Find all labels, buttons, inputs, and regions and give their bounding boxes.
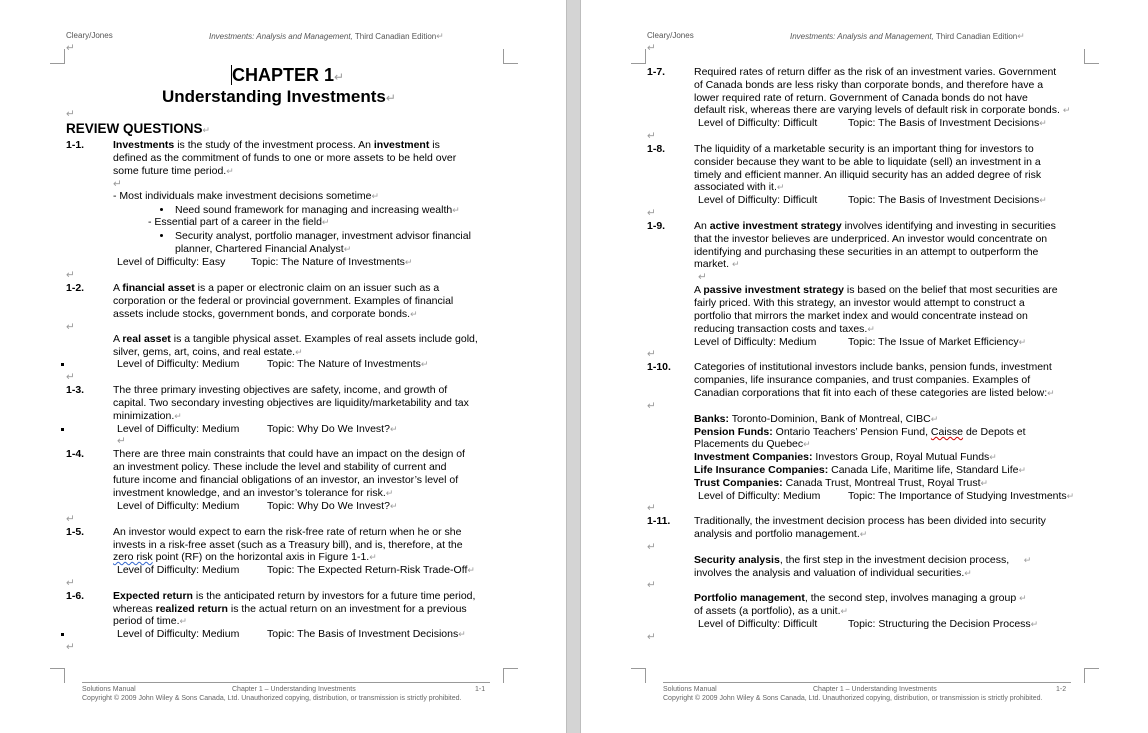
paragraph-mark: ↵ [698,271,707,283]
page-gutter [566,0,581,733]
answer-line: There are three main constraints that could have an impact on the design of [113,448,465,460]
footer-chapter: Chapter 1 – Understanding Investments [232,686,356,693]
header-author: Cleary/Jones [647,31,694,40]
answer-line: investment knowledge, and an investor’s tolerance for risk.↵ [113,487,394,499]
header-author: Cleary/Jones [66,31,113,40]
answer-line: The liquidity of a marketable security is an important thing for investors to [694,143,1034,155]
example-investment-companies: Investment Companies: Investors Group, Royal Mutual Funds↵ [694,451,997,463]
paragraph-mark: ↵ [647,42,656,54]
header-book-title: Investments: Analysis and Management, Third Canadian Edition↵ [790,31,1025,41]
example-life-insurance: Life Insurance Companies: Canada Life, Maritime life, Standard Life↵ [694,464,1027,476]
topic-label: Topic: Why Do We Invest?↵ [267,500,398,512]
answer-line: corporation or the federal or provincial government. Examples of financial [113,295,454,307]
answer-line: Need sound framework for managing and increasing wealth↵ [175,204,460,216]
question-number: 1-5. [66,526,85,538]
answer-line: identifying and purchasing these securities in an attempt to outperform the [694,246,1039,258]
margin-corner-tl [631,49,646,64]
footer-copyright: Copyright © 2009 John Wiley & Sons Canada, Ltd. Unauthorized copying, distribution, or transmission is strictly prohibited. [663,695,1043,702]
question-number: 1-9. [647,220,666,232]
answer-line: an investment policy. These include the level and stability of current and [113,461,447,473]
margin-corner-tl [50,49,65,64]
answer-line: Traditionally, the investment decision process has been divided into security [694,515,1046,527]
margin-corner-tr [1084,49,1099,64]
answer-line: period of time.↵ [113,615,188,627]
answer-line: Categories of institutional investors include banks, pension funds, investment [694,361,1052,373]
footer-manual: Solutions Manual [82,686,136,693]
topic-label: Topic: The Issue of Market Efficiency↵ [848,336,1027,348]
paragraph-mark: ↵ [647,502,656,514]
bullet-icon [160,234,163,237]
answer-line: capital. Two secondary investing objectives are liquidity/marketability and tax [113,397,469,409]
difficulty-level: Level of Difficulty: Difficult [698,194,818,206]
margin-corner-tr [503,49,518,64]
answer-line: A real asset is a tangible physical asset. Examples of real assets include gold, [113,333,478,345]
paragraph-mark: ↵ [647,348,656,360]
answer-line: Security analyst, portfolio manager, investment advisor financial [175,230,471,242]
answer-line: - Most individuals make investment decisions sometime↵ [113,190,380,202]
topic-label: Topic: Why Do We Invest?↵ [267,423,398,435]
answer-line: timely and efficient manner. An illiquid security has an added degree of risk [694,169,1042,181]
answer-line: future income and financial obligations of an investor, an investor’s level of [113,474,459,486]
answer-line: some future time period.↵ [113,165,234,177]
difficulty-level: Level of Difficulty: Medium [117,500,240,512]
margin-corner-bl [631,668,646,683]
format-mark [61,363,64,366]
answer-line: An active investment strategy involves identifying and investing in securities [694,220,1056,232]
paragraph-mark: ↵ [66,513,75,525]
footer-manual: Solutions Manual [663,686,717,693]
question-number: 1-4. [66,448,85,460]
answer-line: that the investor believes are underpriced. An investor would concentrate on [694,233,1048,245]
answer-line: silver, gems, art, coins, and real estate.↵ [113,346,303,358]
paragraph-mark: ↵ [66,42,75,54]
header-book-title: Investments: Analysis and Management, Third Canadian Edition↵ [209,31,444,41]
margin-corner-br [1084,668,1099,683]
answer-line: default risk, whereas there are varying levels of default risk in corporate bonds. ↵ [694,104,1071,116]
answer-line: consider because they want to be able to liquidate (sell) an investment in a [694,156,1041,168]
answer-line: companies, life insurance companies, and trust companies. Examples of [694,374,1031,386]
footer-page-number: 1-2 [1056,686,1067,693]
answer-line: A financial asset is a paper or electronic claim on an issuer such as a [113,282,440,294]
answer-line: analysis and portfolio management.↵ [694,528,868,540]
difficulty-level: Level of Difficulty: Medium [117,423,240,435]
answer-line: assets include stocks, government bonds, and corporate bonds.↵ [113,308,418,320]
paragraph-mark: ↵ [647,400,656,412]
footer-chapter: Chapter 1 – Understanding Investments [813,686,937,693]
question-number: 1-10. [647,361,671,373]
question-number: 1-2. [66,282,85,294]
answer-line: zero risk point (RF) on the horizontal axis in Figure 1-1.↵ [113,551,377,563]
difficulty-level: Level of Difficulty: Difficult [698,618,818,630]
answer-line: reducing transaction costs and taxes.↵ [694,323,875,335]
paragraph-mark: ↵ [113,178,122,190]
question-number: 1-11. [647,515,671,527]
answer-line: An investor would expect to earn the risk-free rate of return when he or she [113,526,462,538]
question-number: 1-7. [647,66,666,78]
answer-line: associated with it.↵ [694,181,785,193]
topic-label: Topic: The Nature of Investments↵ [267,358,429,370]
question-number: 1-8. [647,143,666,155]
example-pension-funds: Pension Funds: Ontario Teachers’ Pension Fund, Caisse de Depots et [694,426,1026,438]
answer-line: Required rates of return differ as the risk of an investment varies. Government [694,66,1057,78]
difficulty-level: Level of Difficulty: Medium [117,628,240,640]
paragraph-mark: ↵ [66,577,75,589]
answer-line: minimization.↵ [113,410,182,422]
paragraph-mark: ↵ [66,371,75,383]
answer-line: Security analysis, the first step in the investment decision process, ↵ [694,554,1032,566]
margin-corner-bl [50,668,65,683]
difficulty-level: Level of Difficulty: Easy [117,256,226,268]
answer-line: of Canada bonds are less risky than corporate bonds, and therefore have a [694,79,1044,91]
difficulty-level: Level of Difficulty: Medium [694,336,817,348]
answer-line: fairly priced. With this strategy, an investor would attempt to construct a [694,297,1025,309]
answer-line: whereas realized return is the actual return on an investment for a previous [113,603,467,615]
paragraph-mark: ↵ [66,108,75,120]
footer-page-number: 1-1 [475,686,486,693]
topic-label: Topic: The Basis of Investment Decisions↵ [267,628,466,640]
document-page-1[interactable] [0,0,566,733]
paragraph-mark: ↵ [66,641,75,653]
answer-line: - Essential part of a career in the field↵ [148,216,330,228]
chapter-heading: CHAPTER 1↵ [232,65,345,85]
paragraph-mark: ↵ [647,541,656,553]
example-banks: Banks: Toronto-Dominion, Bank of Montreal, CIBC↵ [694,413,939,425]
answer-line: The three primary investing objectives are safety, income, and growth of [113,384,448,396]
document-page-2[interactable] [581,0,1148,733]
topic-label: Topic: The Nature of Investments↵ [251,256,413,268]
answer-line: invests in a risk-free asset (such as a Treasury bill), and is, therefore, at the [113,539,463,551]
margin-corner-br [503,668,518,683]
answer-line: involves the analysis and valuation of individual securities.↵ [694,567,972,579]
format-mark [61,633,64,636]
question-number: 1-1. [66,139,85,151]
example-trust-companies: Trust Companies: Canada Trust, Montreal Trust, Royal Trust↵ [694,477,989,489]
paragraph-mark: ↵ [66,321,75,333]
answer-line: A passive investment strategy is based on the belief that most securities are [694,284,1058,296]
paragraph-mark: ↵ [66,269,75,281]
paragraph-mark: ↵ [647,579,656,591]
question-number: 1-3. [66,384,85,396]
topic-label: Topic: The Expected Return-Risk Trade-Off↵ [267,564,475,576]
answer-line: market. ↵ [694,258,740,270]
question-number: 1-6. [66,590,85,602]
answer-line: Portfolio management, the second step, involves managing a group ↵ [694,592,1027,604]
paragraph-mark: ↵ [647,631,656,643]
difficulty-level: Level of Difficulty: Medium [117,564,240,576]
answer-line: Expected return is the anticipated return by investors for a future time period, [113,590,476,602]
answer-line: Investments is the study of the investment process. An investment is [113,139,440,151]
paragraph-mark: ↵ [117,435,126,447]
answer-line: of assets (a portfolio), as a unit.↵ [694,605,849,617]
difficulty-level: Level of Difficulty: Difficult [698,117,818,129]
footer-rule [663,682,1071,683]
footer-copyright: Copyright © 2009 John Wiley & Sons Canada, Ltd. Unauthorized copying, distribution, or transmission is strictly prohibited. [82,695,462,702]
bullet-icon [160,208,163,211]
difficulty-level: Level of Difficulty: Medium [698,490,821,502]
difficulty-level: Level of Difficulty: Medium [117,358,240,370]
answer-line: lower required rate of return. Government of Canada bonds do not have [694,92,1028,104]
chapter-title: Understanding Investments↵ [162,87,396,106]
answer-line: planner, Chartered Financial Analyst↵ [175,243,352,255]
section-heading: REVIEW QUESTIONS↵ [66,121,211,136]
answer-line: defined as the commitment of funds to one or more assets to be held over [113,152,457,164]
paragraph-mark: ↵ [647,207,656,219]
paragraph-mark: ↵ [647,130,656,142]
answer-line: Canadian corporations that fit into each of these categories are listed below:↵ [694,387,1055,399]
topic-label: Topic: The Basis of Investment Decisions↵ [848,117,1047,129]
topic-label: Topic: Structuring the Decision Process↵ [848,618,1039,630]
answer-line: Placements du Quebec↵ [694,438,811,450]
topic-label: Topic: The Importance of Studying Investments↵ [848,490,1075,502]
format-mark [61,428,64,431]
answer-line: portfolio that mirrors the market index and would concentrate instead on [694,310,1028,322]
topic-label: Topic: The Basis of Investment Decisions↵ [848,194,1047,206]
footer-rule [82,682,490,683]
